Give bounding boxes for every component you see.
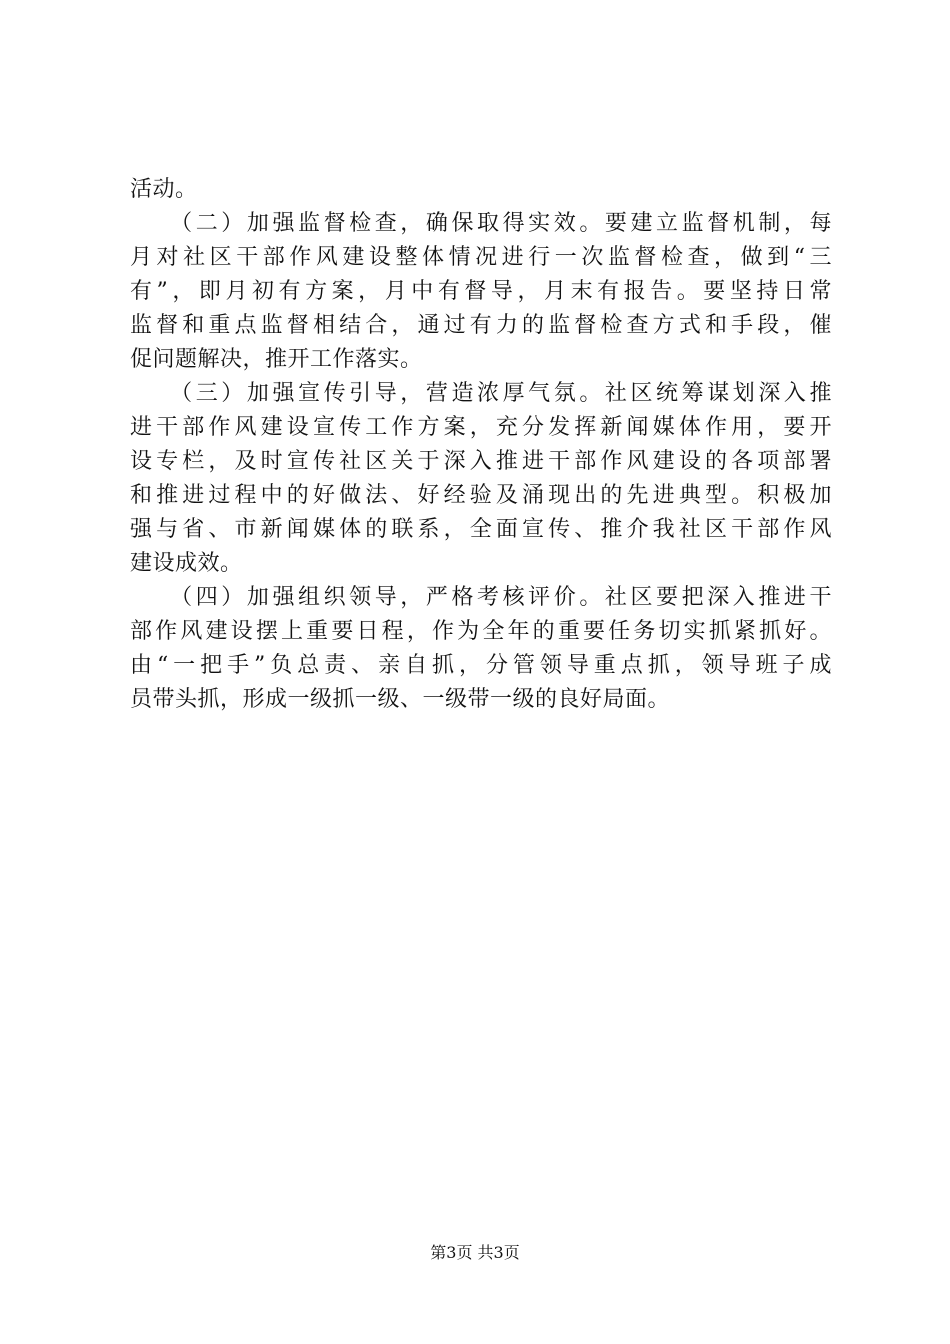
- text-line: 部作风建设摆上重要日程，作为全年的重要任务切实抓紧抓好。: [130, 619, 832, 644]
- text-line: （二）加强监督检查，确保取得实效。要建立监督机制，每: [130, 211, 832, 236]
- page-number: 第3页 共3页: [430, 1243, 520, 1262]
- text-line: 和推进过程中的好做法、好经验及涌现出的先进典型。积极加: [130, 483, 832, 508]
- text-line: （四）加强组织领导，严格考核评价。社区要把深入推进干: [130, 585, 832, 610]
- body-text: [130, 173, 832, 717]
- page-footer: [0, 1242, 950, 1264]
- text-line: 促问题解决，推开工作落实。: [130, 347, 423, 372]
- text-line: 进干部作风建设宣传工作方案，充分发挥新闻媒体作用，要开: [130, 415, 832, 440]
- text-line: 活动。: [130, 177, 198, 202]
- text-line: 月对社区干部作风建设整体情况进行一次监督检查，做到“三: [130, 245, 832, 270]
- text-line: 员带头抓，形成一级抓一级、一级带一级的良好局面。: [130, 687, 671, 712]
- text-line: 有”，即月初有方案，月中有督导，月末有报告。要坚持日常: [130, 279, 832, 304]
- text-line: （三）加强宣传引导，营造浓厚气氛。社区统筹谋划深入推: [130, 381, 832, 406]
- text-line: 由“一把手”负总责、亲自抓，分管领导重点抓，领导班子成: [130, 653, 832, 678]
- text-line: 建设成效。: [130, 551, 243, 576]
- text-line: 监督和重点监督相结合，通过有力的监督检查方式和手段，催: [130, 313, 832, 338]
- text-line: 强与省、市新闻媒体的联系，全面宣传、推介我社区干部作风: [130, 517, 832, 542]
- text-line: 设专栏，及时宣传社区关于深入推进干部作风建设的各项部署: [130, 449, 832, 474]
